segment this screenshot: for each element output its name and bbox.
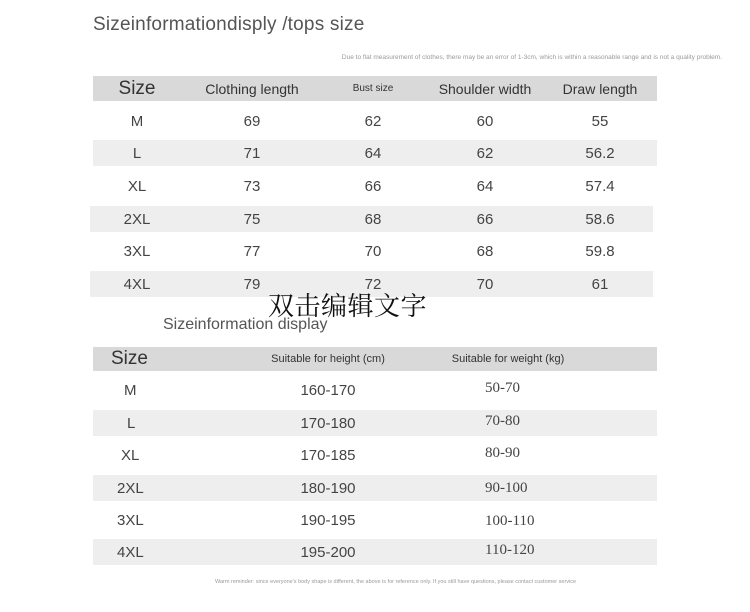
- cell-weight: 100-110: [485, 512, 535, 529]
- cell-height: 160-170: [300, 381, 356, 399]
- cell-size: M: [130, 112, 144, 130]
- cell-size: 2XL: [117, 479, 144, 497]
- cell-height: 195-200: [300, 543, 356, 561]
- header-cell-shoulder-width: Shoulder width: [438, 80, 532, 97]
- header-cell-weight: Suitable for weight (kg): [451, 353, 565, 365]
- header-cell-draw-length: Draw length: [562, 80, 638, 97]
- cell-bust-size: 64: [364, 144, 382, 162]
- cell-clothing-length: 69: [243, 112, 261, 130]
- table-row: [93, 172, 657, 200]
- overlay-text: 双击编辑文字: [268, 292, 428, 322]
- table-row: [93, 507, 657, 533]
- header-cell-bust-size: Bust size: [352, 83, 394, 94]
- measurement-note: Due to flat measurement of clothes, there may be an error of 1-3cm, which is within a reasonable range and is not a quality problem.: [341, 54, 722, 61]
- cell-weight: 80-90: [485, 444, 520, 461]
- table-row: [93, 377, 657, 403]
- cell-draw-length: 61: [591, 275, 609, 293]
- table-header-row: [93, 347, 657, 371]
- cell-draw-length: 55: [591, 112, 609, 130]
- cell-clothing-length: 73: [243, 177, 261, 195]
- cell-height: 190-195: [300, 511, 356, 529]
- cell-height: 170-180: [300, 414, 356, 432]
- tops-size-table: [93, 76, 657, 298]
- header-cell-size: Size: [111, 348, 148, 369]
- cell-weight: 70-80: [485, 412, 520, 429]
- cell-bust-size: 66: [364, 177, 382, 195]
- page-title: Sizeinformationdisply /tops size: [93, 14, 365, 35]
- cell-bust-size: 70: [364, 242, 382, 260]
- cell-size: L: [132, 144, 142, 162]
- cell-weight: 50-70: [485, 379, 520, 396]
- cell-bust-size: 72: [364, 275, 382, 293]
- cell-size: 4XL: [117, 543, 144, 561]
- size-info-title: Sizeinformation display: [163, 316, 328, 333]
- table-header-row: [93, 76, 657, 101]
- cell-size: XL: [121, 446, 140, 464]
- cell-size: 3XL: [117, 511, 144, 529]
- cell-size: M: [124, 381, 137, 399]
- cell-weight: 110-120: [485, 541, 535, 558]
- cell-size: 4XL: [123, 275, 151, 293]
- table-row: [93, 442, 657, 468]
- cell-size: 2XL: [123, 210, 151, 228]
- cell-draw-length: 57.4: [585, 177, 615, 195]
- cell-height: 180-190: [300, 479, 356, 497]
- table-row: [93, 237, 657, 265]
- table-row: [93, 539, 657, 565]
- table-row: [93, 107, 657, 135]
- table-row: [93, 140, 657, 166]
- cell-shoulder-width: 60: [476, 112, 494, 130]
- cell-draw-length: 56.2: [585, 144, 615, 162]
- cell-draw-length: 59.8: [585, 242, 615, 260]
- cell-size: L: [127, 414, 136, 432]
- cell-shoulder-width: 70: [476, 275, 494, 293]
- header-cell-height: Suitable for height (cm): [271, 353, 385, 365]
- cell-clothing-length: 79: [243, 275, 261, 293]
- cell-bust-size: 68: [364, 210, 382, 228]
- cell-clothing-length: 75: [243, 210, 261, 228]
- table-row: [90, 206, 653, 232]
- cell-shoulder-width: 66: [476, 210, 494, 228]
- table-row: [93, 475, 657, 501]
- cell-shoulder-width: 62: [476, 144, 494, 162]
- cell-clothing-length: 71: [243, 144, 261, 162]
- cell-shoulder-width: 64: [476, 177, 494, 195]
- cell-size: XL: [127, 177, 147, 195]
- header-cell-clothing-length: Clothing length: [205, 80, 299, 97]
- cell-size: 3XL: [123, 242, 151, 260]
- table-row: [93, 410, 657, 436]
- cell-shoulder-width: 68: [476, 242, 494, 260]
- size-info-table: [93, 347, 657, 567]
- cell-height: 170-185: [300, 446, 356, 464]
- cell-weight: 90-100: [485, 479, 528, 496]
- header-cell-size: Size: [118, 77, 156, 99]
- cell-bust-size: 62: [364, 112, 382, 130]
- cell-draw-length: 58.6: [585, 210, 615, 228]
- warm-reminder-footnote: Warm reminder: since everyone's body shape is different, the above is for reference only. If you still have questions, please contact customer service: [215, 579, 577, 585]
- cell-clothing-length: 77: [243, 242, 261, 260]
